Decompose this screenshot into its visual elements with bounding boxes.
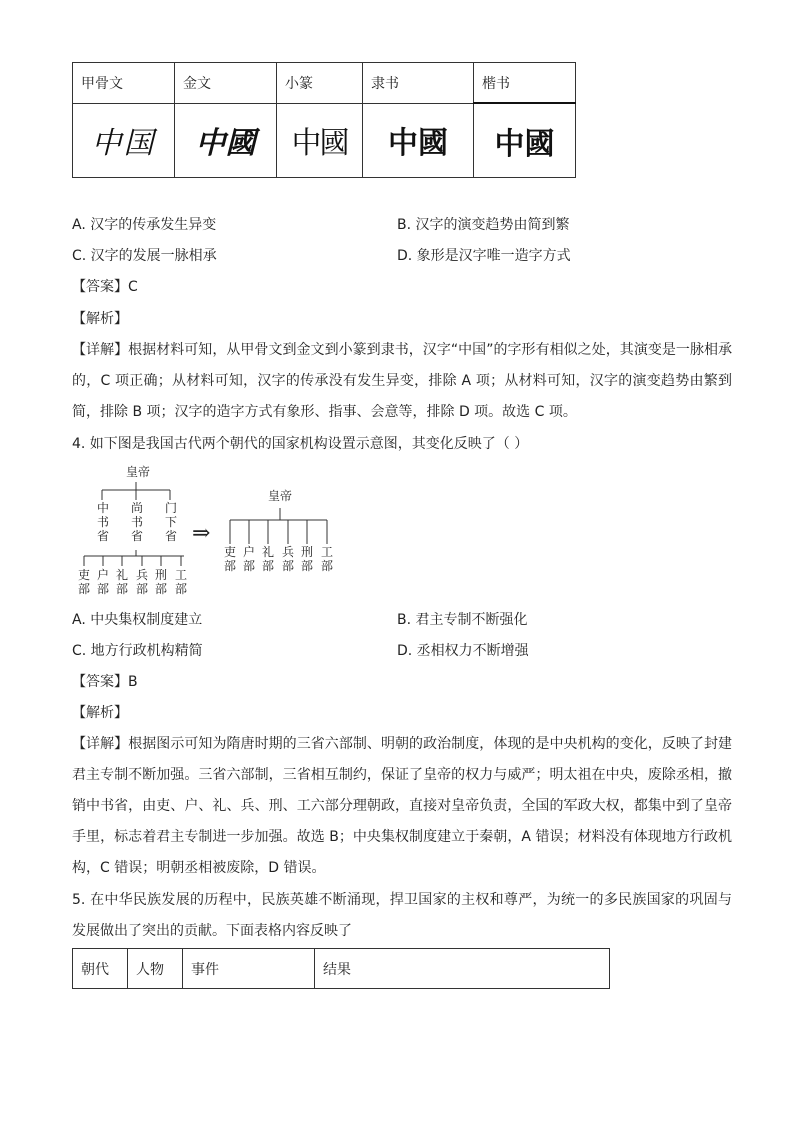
emperor-label-right: 皇帝: [268, 489, 293, 503]
glyph-kaishu: 中國: [474, 103, 576, 178]
header-kaishu: 楷书: [474, 63, 576, 104]
q4-detail-text: 根据图示可知为隋唐时期的三省六部制、明朝的政治制度，体现的是中央机构的变化，反映了封建君主专制不断加强。三省六部制，三省相互制约，保证了皇帝的权力与威严；明太祖在中央，废除丞相，撤销中书省，由吏、户、礼、兵、刑、工六部分理朝政，直接对皇帝负责，全国的军政大权，都集中到了皇帝手里，标志着君主专制进一步加强。故选 B；中央集权制度建立于秦朝，A 错误；材料没有体现地方行政机构，C 错误；明朝丞相被废除，D 错误。: [72, 736, 733, 876]
sansheng-label: 尚书省: [131, 501, 144, 543]
q5-header-dynasty: 朝代: [73, 949, 128, 989]
q3-option-a: A. 汉字的传承发生异变: [72, 217, 217, 233]
q3-detail-tag: 【详解】: [72, 342, 129, 358]
q5-header-result: 结果: [315, 949, 610, 989]
q4-analysis-label: 【解析】: [72, 705, 128, 721]
sansheng-label: 中书省: [97, 501, 110, 543]
glyph-jinwen: 中國: [175, 103, 277, 178]
glyph-jiaguwen: 中国: [73, 103, 175, 178]
q3-option-d: D. 象形是汉字唯一造字方式: [397, 248, 571, 264]
q5-stem: 5. 在中华民族发展的历程中，民族英雄不断涌现，捍卫国家的主权和尊严，为统一的多民族国家的巩固与发展做出了突出的贡献。下面表格内容反映了: [72, 892, 732, 939]
q3-detail: [72, 335, 732, 428]
q5-table: [72, 948, 610, 989]
liubu-label-left: 户部: [97, 568, 110, 596]
q5-header-event: 事件: [183, 949, 315, 989]
q4-option-c: C. 地方行政机构精简: [72, 643, 203, 659]
q4-option-d: D. 丞相权力不断增强: [397, 643, 529, 659]
liubu-label-left: 工部: [175, 568, 188, 596]
q3-option-b: B. 汉字的演变趋势由简到繁: [397, 217, 570, 233]
header-xiaozhuan: 小篆: [277, 63, 363, 104]
liubu-label-right: 刑部: [301, 545, 314, 573]
liubu-label-left: 兵部: [136, 568, 149, 596]
institution-diagram: [72, 460, 352, 600]
script-table: [72, 62, 576, 178]
header-lishu: 隶书: [363, 63, 474, 104]
arrow-icon: ⇒: [192, 521, 211, 546]
liubu-label-left: 礼部: [116, 568, 129, 596]
q3-answer: 【答案】C: [72, 279, 138, 295]
liubu-label-right: 吏部: [224, 545, 237, 573]
q4-option-b: B. 君主专制不断强化: [397, 612, 528, 628]
liubu-label-right: 兵部: [282, 545, 295, 573]
q3-detail-text: 根据材料可知，从甲骨文到金文到小篆到隶书，汉字“中国”的字形有相似之处，其演变是一脉相承的，C 项正确；从材料可知，汉字的传承没有发生异变，排除 A 项；从材料可知，汉字的演变趋势由繁到简，排除 B 项；汉字的造字方式有象形、指事、会意等，排除 D 项。故选 C 项。: [72, 342, 733, 420]
q3-analysis-label: 【解析】: [72, 311, 128, 327]
q4-option-a: A. 中央集权制度建立: [72, 612, 203, 628]
q4-answer: 【答案】B: [72, 674, 138, 690]
header-jiaguwen: 甲骨文: [73, 63, 175, 104]
sansheng-label: 门下省: [165, 501, 178, 543]
q4-stem: 4. 如下图是我国古代两个朝代的国家机构设置示意图，其变化反映了（ ）: [72, 436, 529, 452]
header-jinwen: 金文: [175, 63, 277, 104]
liubu-label-right: 礼部: [262, 545, 275, 573]
liubu-label-right: 户部: [243, 545, 256, 573]
liubu-label-left: 刑部: [155, 568, 168, 596]
liubu-label-right: 工部: [321, 545, 334, 573]
liubu-label-left: 吏部: [78, 568, 91, 596]
q5-header-person: 人物: [128, 949, 183, 989]
q4-detail: [72, 729, 732, 884]
emperor-label-left: 皇帝: [126, 465, 151, 479]
glyph-lishu: 中國: [363, 103, 474, 178]
q4-detail-tag: 【详解】: [72, 736, 129, 752]
q3-option-c: C. 汉字的发展一脉相承: [72, 248, 217, 264]
glyph-xiaozhuan: 中國: [277, 103, 363, 178]
